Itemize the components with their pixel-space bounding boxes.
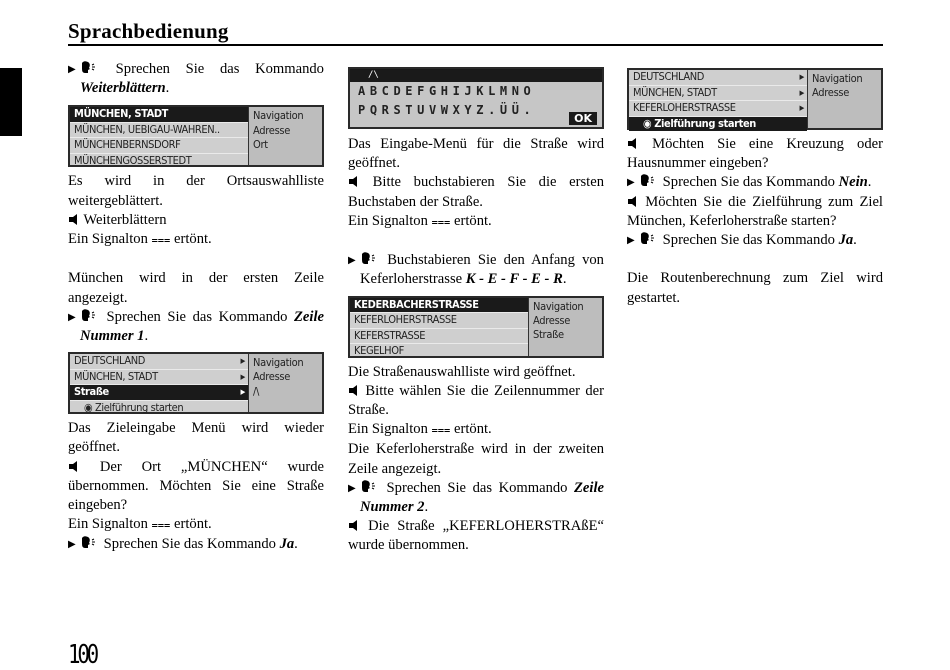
list-row[interactable] <box>70 370 248 386</box>
arrow-right-icon: ▶ <box>240 372 245 381</box>
instruction-zeile-1 <box>68 308 324 346</box>
paragraph: Die Routenberechnung zum Ziel wird gestartet. <box>627 270 883 306</box>
speaker-head-icon <box>639 232 659 246</box>
spacer <box>348 232 604 251</box>
speaker-head-icon <box>80 536 100 550</box>
system-prompt <box>348 382 604 420</box>
row-label: Straße <box>74 385 109 399</box>
row-label: KEFERLOHERSTRASSE <box>633 101 736 114</box>
ok-button[interactable]: OK <box>569 112 597 125</box>
list-row[interactable] <box>70 401 248 416</box>
signal-text: Ein Signalton <box>348 421 432 438</box>
loudspeaker-icon <box>68 460 80 473</box>
instruction-zeile-2 <box>348 479 604 517</box>
command-ja: Ja <box>279 536 295 553</box>
arrow-right-icon: ▶ <box>799 88 804 97</box>
section-tab-marker <box>0 68 22 136</box>
list-row[interactable] <box>70 354 248 370</box>
side-item-adresse: Adresse <box>253 123 291 137</box>
row-label: Zielführung starten <box>94 400 184 414</box>
loudspeaker-icon <box>627 137 639 150</box>
instruction-buchstabieren <box>348 251 604 289</box>
target-icon: ◉ <box>84 400 95 414</box>
spacer <box>68 250 324 269</box>
list-row[interactable]: MÜNCHEN, UEBIGAU-WAHREN.. <box>70 123 248 139</box>
page-title: Sprachbedienung <box>68 19 229 43</box>
side-item-adresse: Adresse <box>253 370 291 384</box>
side-item-navigation: Navigation <box>253 109 304 123</box>
bullet-triangle-icon: ▶ <box>348 482 356 494</box>
signal-text-end: ertönt. <box>170 516 212 533</box>
bullet-triangle-icon: ▶ <box>68 64 76 75</box>
row-label: DEUTSCHLAND <box>74 354 145 368</box>
system-prompt <box>68 211 324 230</box>
target-icon: ◉ <box>643 116 655 130</box>
column-1 <box>68 60 324 555</box>
paragraph: Es wird in der Ortsauswahlliste weitergeblättert. <box>68 173 324 209</box>
instruction-ja <box>68 535 324 554</box>
arrow-right-icon: ▶ <box>240 357 245 366</box>
speaker-head-icon <box>360 252 380 266</box>
instruction-nein <box>627 173 883 192</box>
loudspeaker-icon <box>348 175 360 188</box>
paragraph: Die Keferloherstraße wird in der zweiten Zeile angezeigt. <box>348 441 604 477</box>
list-row[interactable]: KEFERLOHERSTRASSE <box>350 313 528 329</box>
screen-alphabet-input <box>348 67 604 129</box>
column-3 <box>627 60 883 308</box>
command-zeile-nummer-2: Zeile Nummer 2 <box>360 479 604 516</box>
screen-list <box>70 107 249 165</box>
instruction-weiterblaettern <box>68 60 324 98</box>
list-row[interactable]: MÜNCHEN, STADT <box>70 107 248 123</box>
signal-text: Ein Signalton <box>348 212 432 229</box>
list-row[interactable] <box>629 70 807 86</box>
row-label: Zielführung starten <box>654 116 756 130</box>
list-row[interactable] <box>70 385 248 401</box>
system-prompt <box>348 173 604 211</box>
command-nein: Nein <box>838 174 868 191</box>
bullet-triangle-icon: ▶ <box>627 177 635 189</box>
loudspeaker-icon <box>627 195 639 208</box>
input-field[interactable]: /\ <box>350 69 602 82</box>
period: . <box>867 174 872 191</box>
column-2 <box>348 60 604 556</box>
paragraph: Die Straßenauswahlliste wird geöffnet. <box>348 363 576 380</box>
system-prompt <box>627 193 883 231</box>
signal-tone-icon: ⩶ <box>151 519 171 532</box>
screen-zieleingabe <box>68 352 324 414</box>
screen-zielfuehrung <box>627 68 883 130</box>
spacer <box>627 250 883 269</box>
signal-text-end: ertönt. <box>170 231 212 248</box>
signal-paragraph <box>68 230 324 250</box>
loudspeaker-icon <box>348 519 360 532</box>
period: . <box>144 328 149 345</box>
side-item-navigation: Navigation <box>533 299 584 313</box>
signal-text-end: ertönt. <box>450 421 492 438</box>
prompt-text: Bitte wählen Sie die Zeilennummer der Straße. <box>348 382 605 419</box>
period: . <box>562 271 567 288</box>
signal-text: Ein Signalton <box>68 231 152 248</box>
speaker-head-icon <box>80 309 100 323</box>
title-rule <box>68 44 883 46</box>
row-label: MÜNCHEN, STADT <box>74 369 158 383</box>
speaker-head-icon <box>639 174 659 188</box>
list-row[interactable]: KEDERBACHERSTRASSE <box>350 298 528 314</box>
signal-tone-icon: ⩶ <box>431 424 451 437</box>
side-item-ort: Ort <box>253 137 268 151</box>
paragraph: Das Zieleingabe Menü wird wieder geöffnet. <box>68 420 324 456</box>
screen-ortsauswahl <box>68 105 324 167</box>
signal-paragraph <box>348 420 604 440</box>
prompt-text: Bitte buchstabieren Sie die ersten Buchstaben der Straße. <box>348 174 604 210</box>
period: . <box>294 536 298 553</box>
loudspeaker-icon <box>348 384 360 397</box>
screen-side-menu <box>249 107 322 165</box>
list-row[interactable] <box>629 117 807 132</box>
system-prompt <box>68 458 324 516</box>
arrow-right-icon: ▶ <box>240 388 245 397</box>
paragraph: Das Eingabe-Menü für die Straße wird geöffnet. <box>348 136 604 172</box>
paragraph: München wird in der ersten Zeile angezeigt. <box>68 270 324 306</box>
instruction-text: Sprechen Sie das Kommando <box>662 174 839 191</box>
screen-strassenauswahl <box>348 296 604 358</box>
list-row[interactable]: KEGELHOF <box>354 344 404 358</box>
bullet-triangle-icon: ▶ <box>627 235 635 247</box>
side-item-strasse: Straße <box>533 328 564 342</box>
side-item-adresse: Adresse <box>812 86 850 100</box>
screen-side-menu <box>249 354 322 412</box>
loudspeaker-icon <box>68 213 80 226</box>
prompt-text: Weiterblättern <box>83 211 167 228</box>
instruction-text: Sprechen Sie das Kommando <box>115 61 324 77</box>
speaker-head-icon <box>80 61 100 75</box>
side-item-navigation: Navigation <box>253 356 304 370</box>
period: . <box>853 232 857 249</box>
instruction-text: Sprechen Sie das Kommando <box>662 232 839 249</box>
side-item-navigation: Navigation <box>812 72 863 85</box>
instruction-text: Buchstabieren Sie den Anfang von Keferloherstrasse <box>360 252 604 288</box>
system-prompt <box>627 135 883 173</box>
period: . <box>424 499 429 516</box>
screen-list <box>629 70 808 128</box>
screen-list <box>350 298 529 356</box>
screen-side-menu <box>808 70 881 128</box>
row-label: DEUTSCHLAND <box>633 70 704 83</box>
signal-paragraph <box>348 212 604 232</box>
list-row[interactable]: KEFERSTRASSE <box>350 329 528 345</box>
instruction-ja <box>627 231 883 250</box>
command-weiterblaettern: Weiterblättern <box>80 80 166 97</box>
signal-text-end: ertönt. <box>450 212 492 229</box>
command-zeile-nummer-1: Zeile Nummer 1 <box>80 308 324 345</box>
side-item-street-icon: /\ <box>253 384 260 398</box>
bullet-triangle-icon: ▶ <box>348 255 356 267</box>
system-prompt <box>348 517 604 555</box>
letter-row-2[interactable]: PQRSTUVWXYZ.ÜÜ. <box>358 103 536 117</box>
bullet-triangle-icon: ▶ <box>68 311 76 323</box>
list-row[interactable]: MÜNCHENGOSSERSTEDT <box>74 153 192 167</box>
bullet-triangle-icon: ▶ <box>68 539 76 551</box>
prompt-text: Die Straße „KEFERLOHERSTRAßE“ wurde übernommen. <box>348 518 604 554</box>
arrow-right-icon: ▶ <box>799 73 804 81</box>
letter-row-1[interactable]: ABCDEFGHIJKLMNO <box>358 84 536 98</box>
prompt-text: Möchten Sie die Zielführung zum Ziel München, Keferloherstraße starten? <box>627 193 883 229</box>
period: . <box>165 80 170 97</box>
screen-side-menu <box>529 298 602 356</box>
signal-text: Ein Signalton <box>68 516 152 533</box>
command-kefer: K - E - F - E - R <box>465 271 563 288</box>
speaker-head-icon <box>360 480 380 494</box>
instruction-text: Sprechen Sie das Kommando <box>106 308 295 325</box>
screen-list <box>70 354 249 412</box>
signal-tone-icon: ⩶ <box>151 234 171 247</box>
list-row[interactable] <box>629 86 807 102</box>
instruction-text: Sprechen Sie das Kommando <box>103 536 280 553</box>
signal-paragraph <box>68 515 324 535</box>
prompt-text: Der Ort „MÜNCHEN“ wurde übernommen. Möchten Sie eine Straße eingeben? <box>68 458 325 514</box>
page-number: 100 <box>68 640 96 670</box>
instruction-text: Sprechen Sie das Kommando <box>386 479 575 496</box>
row-label: MÜNCHEN, STADT <box>633 85 717 99</box>
list-row[interactable]: MÜNCHENBERNSDORF <box>70 138 248 154</box>
command-ja: Ja <box>838 232 854 249</box>
side-item-adresse: Adresse <box>533 313 571 327</box>
list-row[interactable] <box>629 101 807 117</box>
arrow-right-icon: ▶ <box>799 104 804 112</box>
signal-tone-icon: ⩶ <box>431 215 451 228</box>
prompt-text: Möchten Sie eine Kreuzung oder Hausnummer eingeben? <box>627 136 883 172</box>
